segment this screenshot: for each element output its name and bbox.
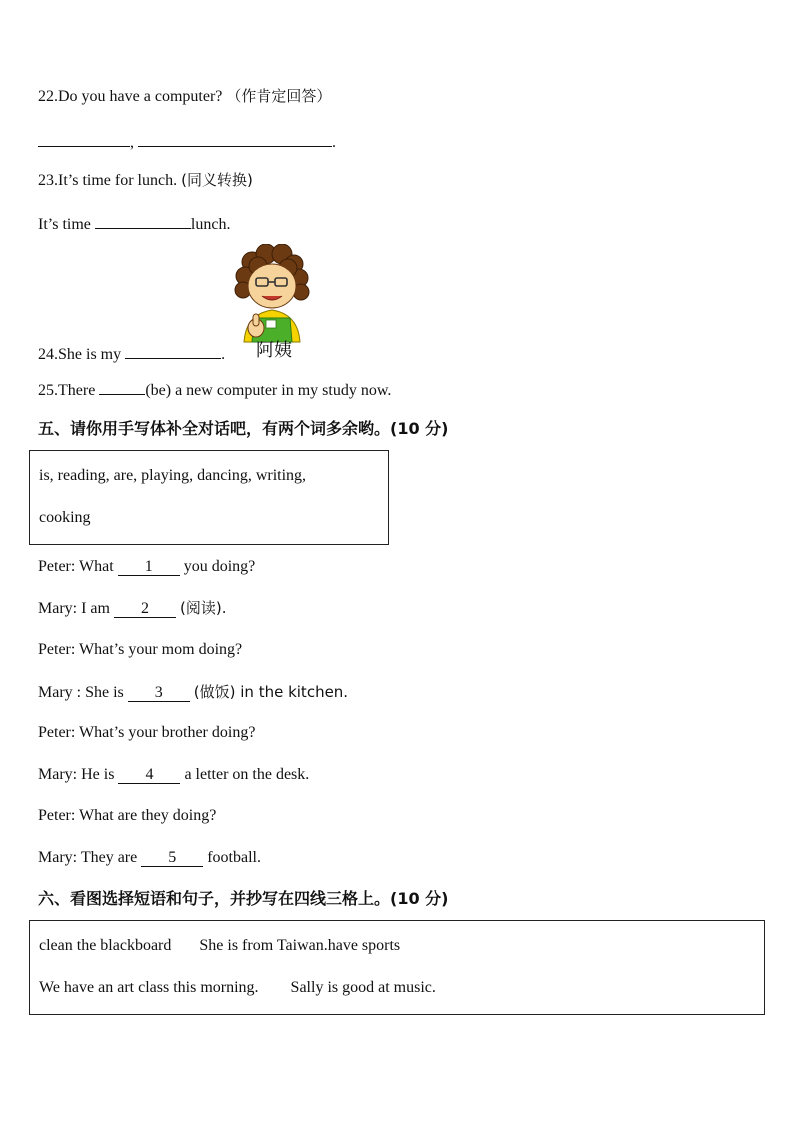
option-sally-music: Sally is good at music. xyxy=(290,979,436,996)
section-6-title: 六、看图选择短语和句子，并抄写在四线三格上。(10 分) xyxy=(38,889,449,908)
answer-blank-23[interactable] xyxy=(95,212,191,229)
answer-blank-yes[interactable] xyxy=(38,130,130,147)
dialogue-blank-2[interactable]: 2 xyxy=(114,601,176,618)
dialogue-text: (阅读). xyxy=(179,599,227,617)
dialogue-text: Mary: They are xyxy=(38,849,138,866)
options-row-2 xyxy=(39,979,436,997)
answer-blank-24[interactable] xyxy=(125,342,221,359)
section-5-title: 五、请你用手写体补全对话吧，有两个词多余哟。(10 分) xyxy=(38,419,449,438)
options-box xyxy=(29,920,765,1015)
answer-blank-25[interactable] xyxy=(99,378,145,395)
dialogue-line xyxy=(38,723,255,743)
answer-blank-rest[interactable] xyxy=(138,130,332,147)
auntie-illustration xyxy=(228,244,320,360)
dialogue-blank-5[interactable]: 5 xyxy=(141,850,203,867)
question-25-text-after: (be) a new computer in my study now. xyxy=(145,382,392,399)
dialogue-text: Mary: I am xyxy=(38,600,110,617)
option-clean-blackboard: clean the blackboard xyxy=(39,937,172,954)
auntie-label: 阿姨 xyxy=(256,340,292,360)
dialogue-line xyxy=(38,806,216,826)
question-23-line-prefix: It’s time xyxy=(38,216,91,233)
dialogue-text: Peter: What’s your mom doing? xyxy=(38,641,243,658)
options-row-1 xyxy=(39,937,400,955)
dialogue-line xyxy=(38,848,261,868)
question-23-answer-line xyxy=(38,212,230,235)
dialogue-text: (做饭) in the kitchen. xyxy=(193,683,349,701)
answer-end: . xyxy=(332,134,336,151)
question-25-text-before: 25.There xyxy=(38,382,96,399)
question-23-line-suffix: lunch. xyxy=(190,216,231,233)
dialogue-line xyxy=(38,598,226,619)
question-23-instruction: (同义转换) xyxy=(181,171,253,189)
word-bank-line-2: cooking xyxy=(39,509,91,526)
question-24-end: . xyxy=(221,346,226,363)
question-24 xyxy=(38,342,225,365)
dialogue-text: Peter: What’s your brother doing? xyxy=(38,724,256,741)
dialogue-line xyxy=(38,557,255,577)
dialogue-text: Mary: He is xyxy=(38,766,115,783)
question-23-text: 23.It’s time for lunch. xyxy=(38,172,178,189)
option-taiwan-sports: She is from Taiwan.have sports xyxy=(199,937,401,954)
question-22 xyxy=(38,86,331,107)
dialogue-line xyxy=(38,765,309,785)
question-22-instruction: （作肯定回答） xyxy=(226,87,332,105)
dialogue-line xyxy=(38,682,348,703)
question-25 xyxy=(38,378,391,401)
dialogue-text: Peter: What xyxy=(38,558,114,575)
answer-separator: , xyxy=(130,134,134,151)
question-24-text: 24.She is my xyxy=(38,346,122,363)
dialogue-blank-4[interactable]: 4 xyxy=(118,767,180,784)
dialogue-blank-3[interactable]: 3 xyxy=(128,685,190,702)
question-22-text: 22.Do you have a computer? xyxy=(38,88,223,105)
dialogue-line xyxy=(38,640,242,660)
dialogue-text: football. xyxy=(207,849,261,866)
dialogue-text: a letter on the desk. xyxy=(184,766,310,783)
word-bank-box xyxy=(29,450,389,545)
dialogue-text: Mary : She is xyxy=(38,684,124,701)
option-art-class: We have an art class this morning. xyxy=(39,979,259,996)
question-23 xyxy=(38,170,253,191)
question-22-answer-line xyxy=(38,130,336,153)
dialogue-blank-1[interactable]: 1 xyxy=(118,559,180,576)
word-bank-line-1: is, reading, are, playing, dancing, writing, xyxy=(39,467,307,484)
dialogue-text: you doing? xyxy=(183,558,256,575)
dialogue-text: Peter: What are they doing? xyxy=(38,807,217,824)
